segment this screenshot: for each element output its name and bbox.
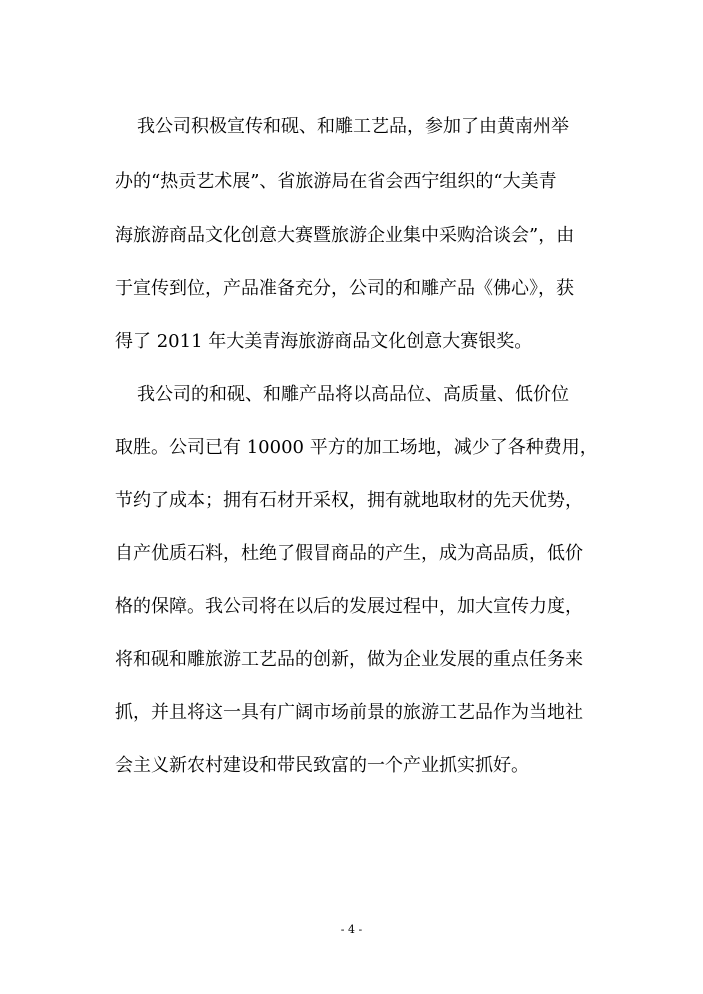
paragraph-2-line-5: 格的保障。我公司将在以后的发展过程中，加大宣传力度， [115,596,583,617]
paragraph-1-line-5: 得了 2011 年大美青海旅游商品文化创意大赛银奖。 [115,331,533,352]
paragraph-2-line-7: 抓，并且将这一具有广阔市场前景的旅游工艺品作为当地社 [115,702,583,723]
paragraph-1-line-3: 海旅游商品文化创意大赛暨旅游企业集中采购洽谈会”，由 [115,225,575,246]
paragraph-2-line-8: 会主义新农村建设和带民致富的一个产业抓实抓好。 [115,755,529,776]
paragraph-1-line-2: 办的“热贡艺术展”、省旅游局在省会西宁组织的“大美青 [115,171,557,192]
paragraph-2-line-2: 取胜。公司已有 10000 平方的加工场地，减少了各种费用， [115,437,598,458]
paragraph-2-line-1: 我公司的和砚、和雕产品将以高品位、高质量、低价位 [137,384,569,405]
paragraph-1-line-1: 我公司积极宣传和砚、和雕工艺品，参加了由黄南州举 [137,116,569,137]
paragraph-1-line-4: 于宣传到位，产品准备充分，公司的和雕产品《佛心》，获 [115,278,574,299]
paragraph-2-line-6: 将和砚和雕旅游工艺品的创新，做为企业发展的重点任务来 [115,649,583,670]
paragraph-2-line-3: 节约了成本；拥有石材开采权，拥有就地取材的先天优势， [115,490,583,511]
page-number: - 4 - [340,923,363,936]
paragraph-2-line-4: 自产优质石料，杜绝了假冒商品的产生，成为高品质，低价 [115,543,583,564]
